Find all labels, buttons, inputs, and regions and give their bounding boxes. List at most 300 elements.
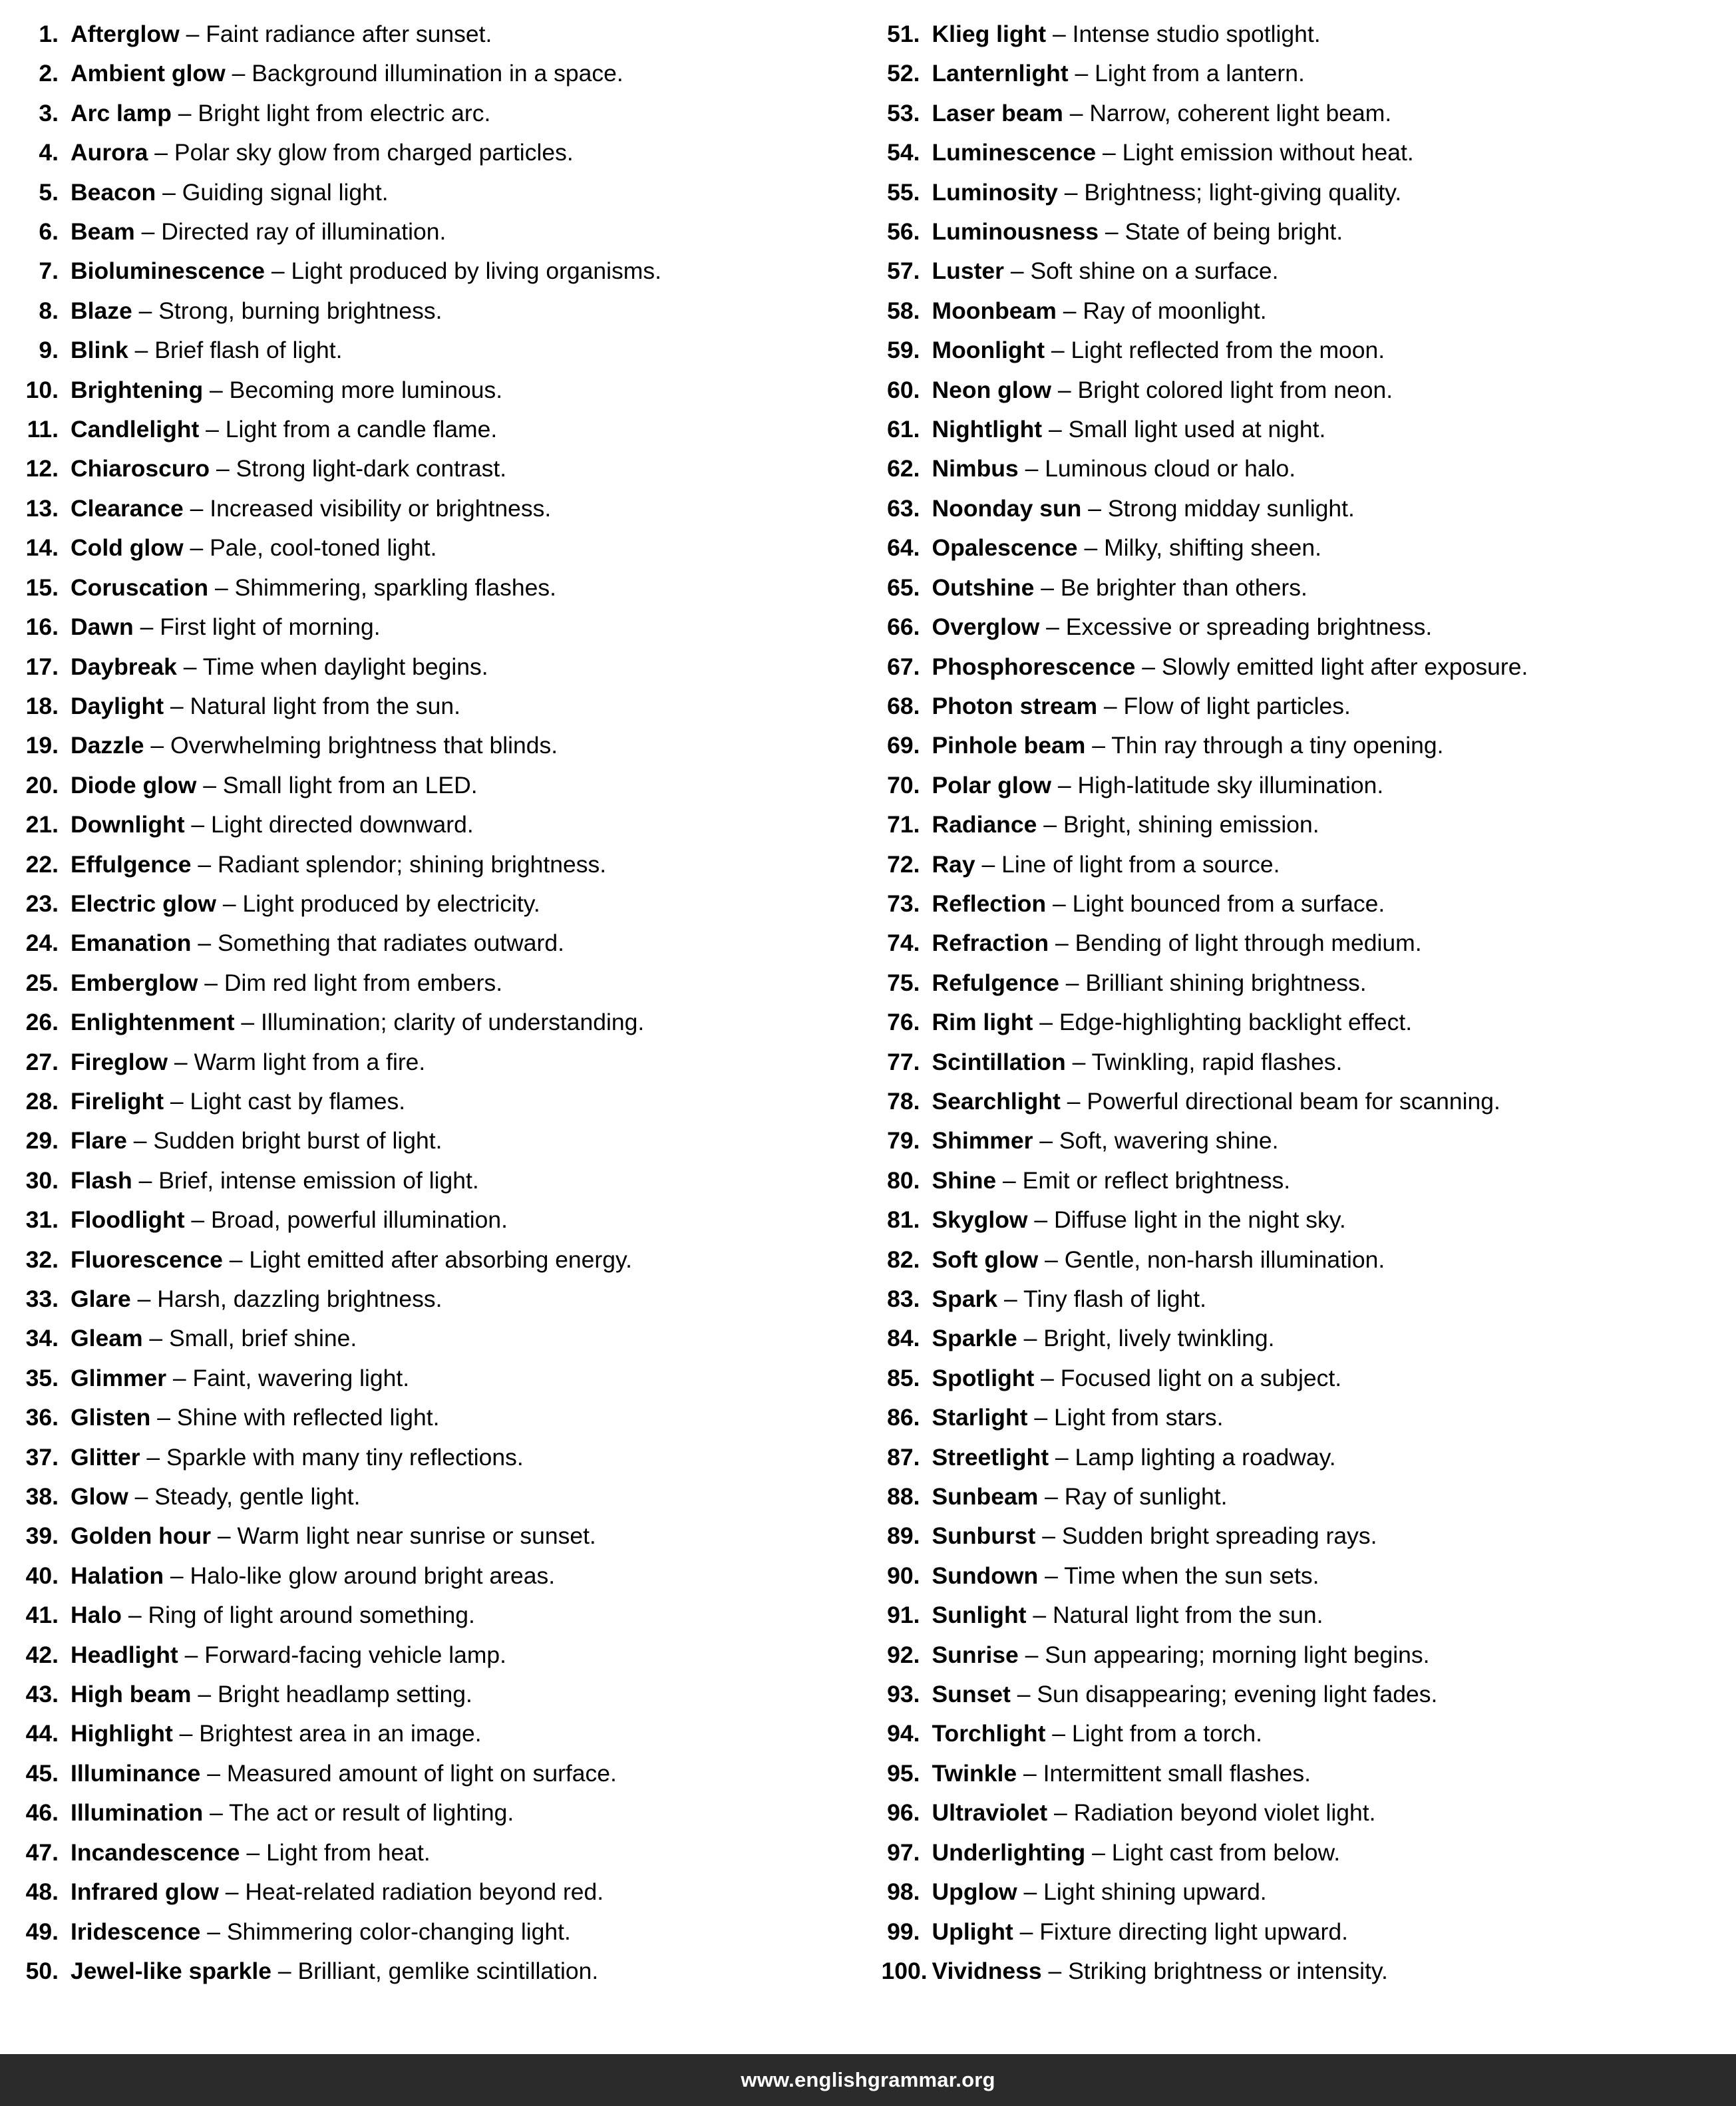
list-item-term: Fluorescence	[71, 1246, 223, 1273]
list-item-number: 25.	[25, 969, 59, 996]
list-item-separator: –	[1023, 1759, 1037, 1787]
list-item-body	[71, 15, 855, 54]
list-item	[20, 1912, 855, 1952]
list-item-definition: Light from a candle flame.	[225, 416, 498, 443]
list-item-term: Enlightenment	[71, 1009, 235, 1036]
page-footer	[0, 2054, 1736, 2106]
list-item	[20, 1003, 855, 1042]
list-item	[20, 608, 855, 647]
list-item-term: Sunlight	[932, 1602, 1027, 1629]
list-item-term: Moonbeam	[932, 297, 1057, 324]
list-item	[20, 173, 855, 212]
list-item-definition: Sun appearing; morning light begins.	[1045, 1641, 1430, 1668]
list-item-definition: Thin ray through a tiny opening.	[1111, 732, 1444, 759]
list-item-term: Floodlight	[71, 1206, 185, 1234]
list-item-body	[71, 1516, 855, 1556]
list-item-definition: Heat-related radiation beyond red.	[245, 1878, 604, 1906]
list-item-number: 15.	[25, 574, 59, 601]
list-item-body	[71, 1793, 855, 1833]
list-item-definition: Light from heat.	[266, 1839, 431, 1866]
list-item-body	[932, 1043, 1717, 1082]
list-item-body	[71, 1161, 855, 1200]
list-item-body	[71, 924, 855, 963]
list-item-definition: Small light used at night.	[1068, 416, 1326, 443]
list-item	[20, 964, 855, 1003]
list-item-separator: –	[1057, 771, 1071, 798]
list-item	[20, 15, 855, 54]
list-item-number: 89.	[887, 1522, 920, 1550]
list-item-number: 22.	[25, 850, 59, 878]
list-item	[20, 924, 855, 963]
list-item	[20, 568, 855, 608]
list-item-term: High beam	[71, 1681, 192, 1708]
list-item-definition: Milky, shifting sheen.	[1104, 534, 1321, 562]
list-item-separator: –	[271, 258, 285, 285]
list-item	[882, 1043, 1717, 1082]
list-item-separator: –	[1010, 258, 1024, 285]
list-item-separator: –	[1023, 1325, 1037, 1352]
list-item	[882, 1952, 1717, 1991]
list-item-body	[71, 1833, 855, 1872]
list-item-number: 40.	[25, 1562, 59, 1589]
list-item-term: Ray	[932, 850, 975, 878]
list-item-body	[932, 1082, 1717, 1121]
list-item-term: Streetlight	[932, 1443, 1049, 1471]
list-item-definition: Shimmering, sparkling flashes.	[234, 574, 557, 601]
list-item-separator: –	[217, 1522, 231, 1550]
list-item-definition: Lamp lighting a roadway.	[1075, 1443, 1336, 1471]
list-item-body	[932, 1121, 1717, 1160]
list-item-body	[71, 1636, 855, 1675]
list-item-term: Brightening	[71, 376, 204, 403]
list-item-body	[71, 647, 855, 687]
list-item-separator: –	[1043, 811, 1057, 838]
list-item-definition: Bright light from electric arc.	[198, 99, 491, 126]
list-item-body	[71, 1912, 855, 1952]
list-item-definition: Powerful directional beam for scanning.	[1087, 1087, 1500, 1115]
list-item-definition: Narrow, coherent light beam.	[1089, 99, 1392, 126]
list-item-number: 100.	[881, 1957, 928, 1984]
list-item-body	[71, 1043, 855, 1082]
list-item-separator: –	[1033, 1602, 1047, 1629]
list-item-separator: –	[1025, 1641, 1039, 1668]
list-item-number: 6.	[39, 218, 59, 246]
list-item-separator: –	[1034, 1404, 1048, 1431]
list-item-definition: Polar sky glow from charged particles.	[174, 139, 574, 166]
list-item-number: 93.	[887, 1681, 920, 1708]
list-item-definition: Emit or reflect brightness.	[1022, 1166, 1291, 1194]
list-item-term: Opalescence	[932, 534, 1078, 562]
list-item-term: Klieg light	[932, 21, 1047, 47]
list-item-separator: –	[1072, 1048, 1086, 1075]
list-item-number: 14.	[25, 534, 59, 562]
list-item-body	[71, 1556, 855, 1596]
list-item-number: 53.	[887, 99, 920, 126]
list-item-term: Twinkle	[932, 1759, 1017, 1787]
list-item-separator: –	[138, 1166, 152, 1194]
list-item-number: 10.	[25, 376, 59, 403]
list-item-term: Vividness	[932, 1957, 1042, 1984]
list-item-definition: Shimmering color-changing light.	[226, 1918, 571, 1945]
list-item-separator: –	[1084, 534, 1098, 562]
list-item-definition: Light cast by flames.	[190, 1087, 406, 1115]
list-item-term: Refraction	[932, 930, 1049, 957]
list-item-term: Flare	[71, 1127, 127, 1154]
list-item	[882, 371, 1717, 410]
list-item-definition: Light bounced from a surface.	[1072, 890, 1385, 917]
list-item-term: Daybreak	[71, 653, 177, 680]
list-item-term: Glimmer	[71, 1364, 167, 1391]
list-item	[882, 726, 1717, 765]
list-item-body	[71, 964, 855, 1003]
list-item-number: 54.	[887, 139, 920, 166]
list-item-separator: –	[1003, 1166, 1016, 1194]
list-item-separator: –	[179, 1720, 193, 1747]
list-item-term: Luminousness	[932, 218, 1099, 246]
list-item-number: 56.	[887, 218, 920, 246]
list-item-definition: Diffuse light in the night sky.	[1054, 1206, 1346, 1234]
list-item-separator: –	[1039, 1009, 1053, 1036]
list-item-separator: –	[1048, 416, 1062, 443]
list-item-number: 87.	[887, 1443, 920, 1471]
list-item-body	[71, 489, 855, 528]
list-item	[20, 1754, 855, 1793]
list-item	[20, 1359, 855, 1398]
list-item-term: Halation	[71, 1562, 164, 1589]
list-item-separator: –	[1067, 1087, 1081, 1115]
list-item-definition: Luminous cloud or halo.	[1045, 455, 1296, 482]
list-item-number: 16.	[25, 614, 59, 641]
list-item	[20, 687, 855, 726]
list-item-number: 29.	[25, 1127, 59, 1154]
list-item-definition: Measured amount of light on surface.	[226, 1759, 617, 1787]
list-item-term: Chiaroscuro	[71, 455, 210, 482]
list-item-body	[71, 1319, 855, 1358]
list-item-term: Afterglow	[71, 21, 180, 47]
list-item-definition: Steady, gentle light.	[154, 1483, 361, 1510]
list-item-separator: –	[1052, 21, 1066, 47]
list-item-term: Glitter	[71, 1443, 140, 1471]
list-item-definition: Time when the sun sets.	[1064, 1562, 1319, 1589]
list-item	[20, 1280, 855, 1319]
list-item-term: Moonlight	[932, 337, 1045, 364]
list-item	[20, 1516, 855, 1556]
list-item	[882, 54, 1717, 93]
list-item-separator: –	[1088, 494, 1101, 522]
list-item-separator: –	[170, 1087, 184, 1115]
list-item-separator: –	[1041, 1364, 1054, 1391]
list-item-number: 19.	[25, 732, 59, 759]
list-item-definition: Sudden bright burst of light.	[153, 1127, 442, 1154]
list-item-term: Noonday sun	[932, 494, 1082, 522]
list-item-term: Fireglow	[71, 1048, 168, 1075]
list-item-separator: –	[174, 1048, 188, 1075]
list-item-separator: –	[1004, 1286, 1017, 1312]
list-item-term: Glisten	[71, 1404, 151, 1431]
list-item-definition: Faint radiance after sunset.	[206, 21, 492, 47]
list-item-number: 20.	[25, 771, 59, 798]
list-item-body	[932, 1477, 1717, 1516]
list-item	[882, 1121, 1717, 1160]
list-item-body	[932, 884, 1717, 924]
list-item-body	[932, 1438, 1717, 1477]
list-item-body	[71, 1082, 855, 1121]
list-item-term: Neon glow	[932, 376, 1051, 403]
list-item-definition: Natural light from the sun.	[1052, 1602, 1323, 1629]
list-item-definition: Light cast from below.	[1111, 1839, 1341, 1866]
list-item-number: 73.	[887, 890, 920, 917]
list-item	[882, 1596, 1717, 1635]
list-item-term: Luminosity	[932, 178, 1058, 206]
list-item	[882, 608, 1717, 647]
list-item-body	[932, 1636, 1717, 1675]
list-item	[882, 1636, 1717, 1675]
list-item	[882, 805, 1717, 844]
list-item-body	[932, 1793, 1717, 1833]
list-item-body	[932, 924, 1717, 963]
list-item-body	[932, 449, 1717, 488]
list-item-number: 67.	[887, 653, 920, 680]
list-item-term: Radiance	[932, 811, 1037, 838]
list-item-term: Headlight	[71, 1641, 178, 1668]
list-item-separator: –	[1041, 574, 1054, 601]
list-item-term: Overglow	[932, 614, 1040, 641]
list-item-term: Photon stream	[932, 692, 1098, 719]
list-item-definition: Light emitted after absorbing energy.	[249, 1246, 632, 1273]
list-item-number: 68.	[887, 692, 920, 719]
list-item-separator: –	[1055, 930, 1069, 957]
list-item-body	[932, 252, 1717, 291]
list-item-term: Refulgence	[932, 969, 1059, 996]
list-item-term: Beam	[71, 218, 135, 246]
list-item	[20, 726, 855, 765]
list-item-body	[71, 291, 855, 331]
list-item-term: Highlight	[71, 1720, 173, 1747]
list-item-term: Rim light	[932, 1009, 1033, 1036]
list-item	[882, 1398, 1717, 1437]
list-item-body	[932, 133, 1717, 172]
list-item-term: Iridescence	[71, 1918, 201, 1945]
list-item-definition: State of being bright.	[1125, 218, 1343, 246]
list-item-separator: –	[1039, 1127, 1053, 1154]
list-item	[20, 1872, 855, 1912]
list-item-number: 18.	[25, 692, 59, 719]
list-item	[882, 1872, 1717, 1912]
list-item-term: Spotlight	[932, 1364, 1035, 1391]
list-item-separator: –	[141, 218, 155, 246]
list-item	[20, 1596, 855, 1635]
list-item	[20, 647, 855, 687]
list-item	[882, 1082, 1717, 1121]
list-item	[20, 1398, 855, 1437]
list-item-number: 71.	[887, 811, 920, 838]
list-item-definition: Something that radiates outward.	[217, 930, 564, 957]
list-item-definition: Light reflected from the moon.	[1071, 337, 1385, 364]
list-item-body	[71, 1359, 855, 1398]
list-item-separator: –	[1105, 218, 1119, 246]
list-item-body	[932, 1754, 1717, 1793]
list-item-definition: Strong light-dark contrast.	[236, 455, 507, 482]
list-item	[20, 1121, 855, 1160]
list-item-definition: Gentle, non-harsh illumination.	[1064, 1246, 1385, 1273]
list-item-number: 13.	[25, 494, 59, 522]
list-item-definition: Soft shine on a surface.	[1030, 258, 1279, 285]
list-item-term: Firelight	[71, 1087, 164, 1115]
list-item-body	[932, 1872, 1717, 1912]
list-item-body	[932, 410, 1717, 449]
list-item-definition: Brief, intense emission of light.	[158, 1166, 479, 1194]
list-item-term: Dawn	[71, 614, 134, 641]
list-item	[20, 489, 855, 528]
list-item-separator: –	[1103, 692, 1117, 719]
list-item	[882, 449, 1717, 488]
list-item-separator: –	[1142, 653, 1155, 680]
list-item-separator: –	[172, 1364, 186, 1391]
list-item-number: 47.	[25, 1839, 59, 1866]
list-item-body	[71, 568, 855, 608]
list-item-body	[71, 371, 855, 410]
list-item	[882, 1754, 1717, 1793]
footer-site-url: www.englishgrammar.org	[741, 2068, 995, 2091]
list-item	[20, 94, 855, 133]
list-item-body	[71, 1438, 855, 1477]
list-item-number: 63.	[887, 494, 920, 522]
list-item-term: Reflection	[932, 890, 1047, 917]
list-item-body	[932, 94, 1717, 133]
list-item-term: Coruscation	[71, 574, 209, 601]
list-item-number: 64.	[887, 534, 920, 562]
list-item-definition: Halo-like glow around bright areas.	[190, 1562, 556, 1589]
list-item-number: 99.	[887, 1918, 920, 1945]
list-item-separator: –	[154, 139, 168, 166]
list-item-separator: –	[1019, 1918, 1033, 1945]
list-item-body	[932, 1398, 1717, 1437]
list-item-body	[71, 528, 855, 568]
list-item-definition: Dim red light from embers.	[224, 969, 503, 996]
list-item-term: Skyglow	[932, 1206, 1028, 1234]
list-item	[20, 1793, 855, 1833]
list-item	[20, 1556, 855, 1596]
list-item-number: 66.	[887, 614, 920, 641]
list-item-body	[932, 845, 1717, 884]
list-item-body	[932, 1596, 1717, 1635]
list-item	[20, 1161, 855, 1200]
list-item-term: Daylight	[71, 692, 164, 719]
list-item-term: Arc lamp	[71, 99, 172, 126]
list-item-definition: Flow of light particles.	[1123, 692, 1351, 719]
list-item-separator: –	[128, 1602, 142, 1629]
list-item-separator: –	[1055, 1443, 1069, 1471]
list-item-separator: –	[241, 1009, 255, 1036]
list-item-term: Polar glow	[932, 771, 1051, 798]
list-item-term: Sunbeam	[932, 1483, 1039, 1510]
list-item-term: Lanternlight	[932, 60, 1069, 87]
list-item-number: 32.	[25, 1246, 59, 1273]
list-item	[20, 766, 855, 805]
list-item	[20, 1714, 855, 1753]
list-item-separator: –	[146, 1443, 160, 1471]
list-item	[882, 568, 1717, 608]
list-item-definition: Brief flash of light.	[154, 337, 343, 364]
list-item-term: Glow	[71, 1483, 128, 1510]
list-item-separator: –	[178, 99, 192, 126]
list-item-separator: –	[1057, 376, 1071, 403]
list-item-number: 55.	[887, 178, 920, 206]
list-item-number: 46.	[25, 1799, 59, 1827]
list-item-body	[71, 410, 855, 449]
list-item-term: Blaze	[71, 297, 132, 324]
list-item-separator: –	[207, 1759, 220, 1787]
list-item-term: Clearance	[71, 494, 184, 522]
list-item-number: 75.	[887, 969, 920, 996]
list-item-term: Beacon	[71, 178, 156, 206]
list-item-definition: Fixture directing light upward.	[1039, 1918, 1348, 1945]
list-item	[20, 1438, 855, 1477]
right-column	[882, 15, 1717, 2054]
list-item-term: Outshine	[932, 574, 1035, 601]
list-item-separator: –	[1052, 1720, 1066, 1747]
list-item-number: 50.	[25, 1957, 59, 1984]
list-item-number: 77.	[887, 1048, 920, 1075]
list-item-definition: Slowly emitted light after exposure.	[1161, 653, 1528, 680]
list-item-number: 84.	[887, 1325, 920, 1352]
list-item	[882, 1280, 1717, 1319]
list-item-body	[71, 766, 855, 805]
list-item-body	[932, 15, 1717, 54]
list-item-body	[71, 94, 855, 133]
list-item-body	[71, 1240, 855, 1280]
list-item-body	[932, 1280, 1717, 1319]
list-item-number: 34.	[25, 1325, 59, 1352]
list-item-body	[71, 173, 855, 212]
list-item-definition: Brightest area in an image.	[199, 1720, 482, 1747]
list-item-number: 91.	[887, 1602, 920, 1629]
list-item	[20, 1082, 855, 1121]
list-item	[882, 924, 1717, 963]
list-item	[882, 766, 1717, 805]
list-item-term: Shine	[932, 1166, 997, 1194]
list-item-definition: Background illumination in a space.	[252, 60, 623, 87]
list-item-number: 74.	[887, 930, 920, 957]
list-item-body	[932, 647, 1717, 687]
list-item-separator: –	[1048, 1957, 1062, 1984]
list-item-term: Shimmer	[932, 1127, 1033, 1154]
list-item	[20, 1319, 855, 1358]
list-item-term: Soft glow	[932, 1246, 1039, 1273]
list-item-definition: Edge-highlighting backlight effect.	[1059, 1009, 1413, 1036]
list-item-body	[71, 1477, 855, 1516]
list-item-body	[71, 1714, 855, 1753]
list-item-separator: –	[206, 416, 219, 443]
list-item-number: 70.	[887, 771, 920, 798]
list-item-separator: –	[207, 1918, 220, 1945]
list-item-number: 86.	[887, 1404, 920, 1431]
list-item	[882, 252, 1717, 291]
list-item-body	[71, 845, 855, 884]
list-item-body	[932, 608, 1717, 647]
list-item-number: 12.	[25, 455, 59, 482]
list-item-separator: –	[186, 21, 200, 47]
list-item-definition: Overwhelming brightness that blinds.	[170, 732, 558, 759]
list-item	[882, 1833, 1717, 1872]
list-item-term: Flash	[71, 1166, 132, 1194]
list-item	[20, 528, 855, 568]
list-item-definition: Soft, wavering shine.	[1059, 1127, 1279, 1154]
list-item-definition: Small, brief shine.	[169, 1325, 357, 1352]
list-item-definition: Strong, burning brightness.	[158, 297, 442, 324]
list-item	[882, 291, 1717, 331]
list-item	[20, 1833, 855, 1872]
